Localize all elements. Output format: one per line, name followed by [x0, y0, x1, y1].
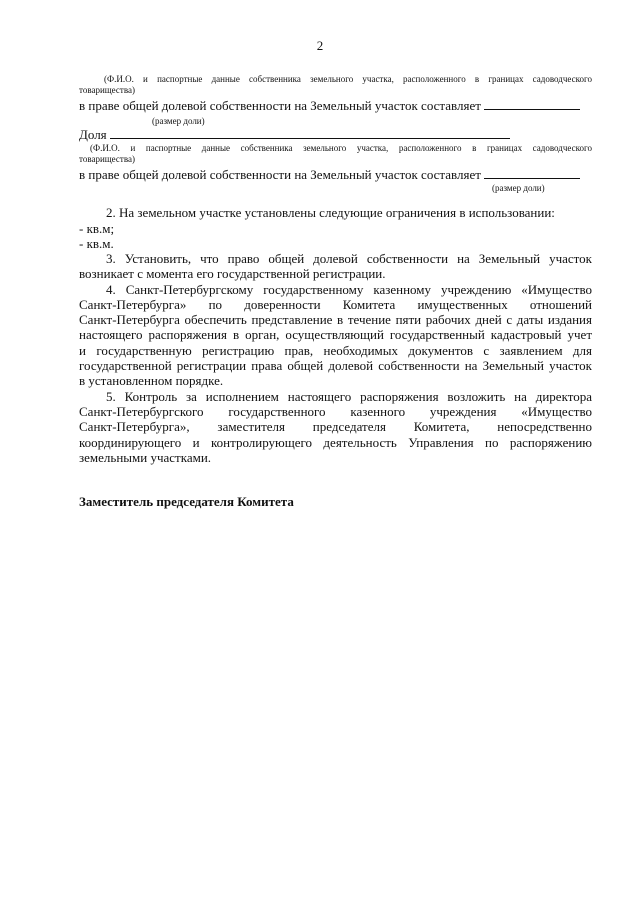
- item2-sub1: - кв.м;: [79, 221, 115, 236]
- owner-note-1-line2: товарищества): [79, 85, 135, 95]
- share-size-blank-1: [484, 98, 580, 110]
- share-line-2: [79, 167, 592, 182]
- item4-line6: государственной регистрации права общей долевой собственности на Земельный участок: [79, 358, 592, 373]
- item5-line4: координирующего и контролирующего деятельность Управления по распоряжению: [79, 435, 592, 450]
- item5-line2: Санкт-Петербургского государственного казенного учреждения «Имущество: [79, 404, 592, 419]
- item3-line1: 3. Установить, что право общей долевой собственности на Земельный участок: [106, 251, 592, 266]
- item5-line3: Санкт-Петербурга», заместителя председателя Комитета, непосредственно: [79, 419, 592, 434]
- item3-line2: возникает с момента его государственной регистрации.: [79, 266, 386, 281]
- item5-line5: земельными участками.: [79, 450, 212, 465]
- item2-sub2: - кв.м.: [79, 236, 114, 251]
- owner-note-2-line2: товарищества): [79, 154, 135, 164]
- share-size-blank-2: [484, 167, 580, 179]
- share-size-label-1: (размер доли): [152, 116, 205, 126]
- item4-line2: Санкт-Петербурга» по доверенности Комитета имущественных отношений: [79, 297, 592, 312]
- share-line-2-text: в праве общей долевой собственности на Земельный участок составляет: [79, 167, 481, 182]
- share-size-label-2: (размер доли): [492, 183, 545, 193]
- item2-text: 2. На земельном участке установлены следующие ограничения в использовании:: [106, 205, 555, 220]
- item4-line3: Санкт-Петербурга обеспечить представление в течение пяти рабочих дней с даты издания: [79, 312, 592, 327]
- share-line-1-text: в праве общей долевой собственности на Земельный участок составляет: [79, 98, 481, 113]
- owner-note-2-line1: (Ф.И.О. и паспортные данные собственника земельного участка, расположенного в границах садоводческого: [90, 143, 592, 153]
- dolya-line: [79, 127, 592, 142]
- dolya-blank: [110, 127, 510, 139]
- item4-line4: настоящего распоряжения в орган, осуществляющий государственный кадастровый учет: [79, 327, 592, 342]
- owner-note-1-line1: (Ф.И.О. и паспортные данные собственника земельного участка, расположенного в границах садоводческого: [104, 74, 592, 84]
- dolya-label: Доля: [79, 127, 107, 142]
- item4-line1: 4. Санкт-Петербургскому государственному казенному учреждению «Имущество: [106, 282, 592, 297]
- share-line-1: [79, 98, 592, 113]
- page-number: 2: [316, 38, 324, 53]
- signature-title: Заместитель председателя Комитета: [79, 494, 294, 509]
- item4-line5: и государственную регистрацию прав, необходимых документов с заявлением для: [79, 343, 592, 358]
- item4-line7: в установленном порядке.: [79, 373, 224, 388]
- item5-line1: 5. Контроль за исполнением настоящего распоряжения возложить на директора: [106, 389, 592, 404]
